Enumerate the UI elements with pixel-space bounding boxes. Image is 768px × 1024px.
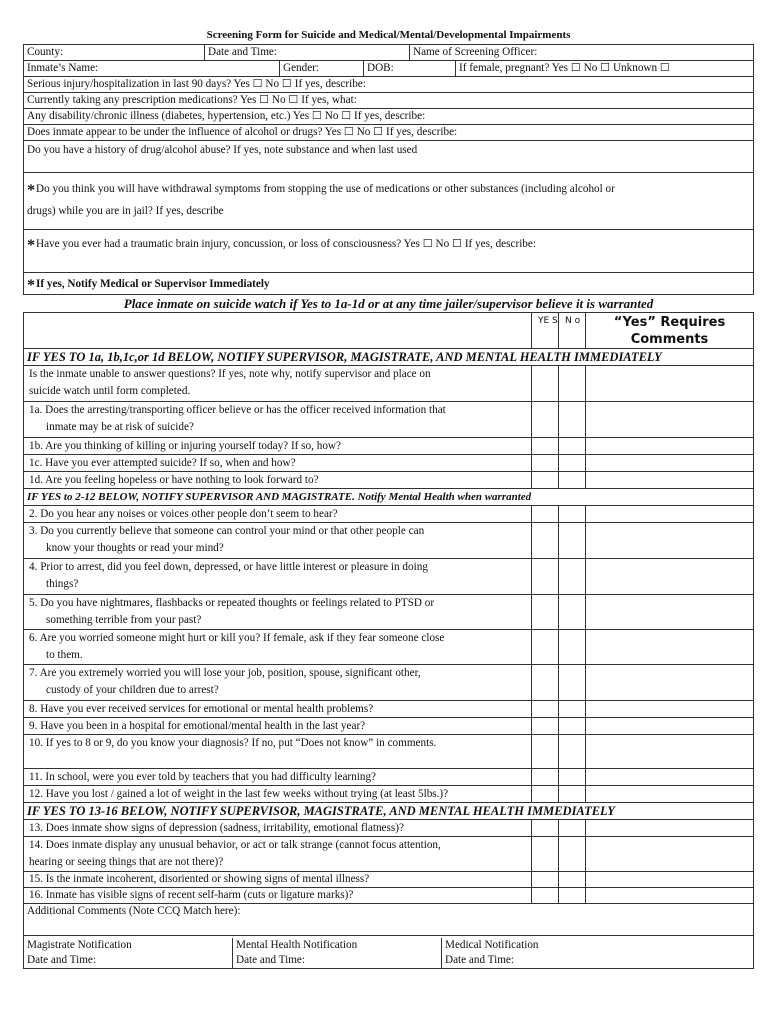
section3-heading: IF YES TO 13-16 BELOW, NOTIFY SUPERVISOR, MAGISTRATE, AND MENTAL HEALTH IMMEDIATELY <box>24 803 753 820</box>
question-text: 9. Have you been in a hospital for emotional/mental health in the last year? <box>24 718 532 734</box>
additional-comments-field[interactable]: Additional Comments (Note CCQ Match here): <box>24 904 753 936</box>
info-row-1 <box>24 45 753 61</box>
yes-cell[interactable] <box>532 837 559 871</box>
inmate-name-field[interactable]: Inmate’s Name: <box>24 61 280 76</box>
comment-cell[interactable] <box>586 769 753 785</box>
question-line: 5. Do you have nightmares, flashbacks or repeated thoughts or feelings related to PTSD or <box>29 597 435 609</box>
magistrate-date-time-label: Date and Time: <box>27 954 96 966</box>
asterisk-mark: * <box>27 182 35 199</box>
header-blank <box>24 313 532 348</box>
no-cell[interactable] <box>559 735 586 768</box>
table-row <box>24 888 753 904</box>
question-line: 7. Are you extremely worried you will lose your job, position, spouse, significant other, <box>29 667 421 679</box>
yes-column-header: YE S <box>532 313 559 348</box>
no-cell[interactable] <box>559 820 586 836</box>
question-text <box>24 366 532 401</box>
table-row <box>24 718 753 735</box>
asterisk-mark: * <box>27 237 35 254</box>
yes-cell[interactable] <box>532 630 559 664</box>
no-cell[interactable] <box>559 438 586 454</box>
table-row <box>24 701 753 718</box>
notification-row <box>24 936 753 969</box>
yes-cell[interactable] <box>532 455 559 471</box>
question-line: know your thoughts or read your mind? <box>46 542 224 554</box>
table-row <box>24 402 753 438</box>
comment-cell[interactable] <box>586 506 753 522</box>
comment-cell[interactable] <box>586 438 753 454</box>
no-cell[interactable] <box>559 455 586 471</box>
magistrate-notification-label: Magistrate Notification <box>27 939 132 951</box>
yes-cell[interactable] <box>532 506 559 522</box>
comment-cell[interactable] <box>586 523 753 558</box>
medical-notification-field[interactable] <box>442 938 753 968</box>
medications-question[interactable]: Currently taking any prescription medications? Yes ☐ No ☐ If yes, what: <box>24 93 753 109</box>
question-text: 1b. Are you thinking of killing or injuring yourself today? If so, how? <box>24 438 532 454</box>
withdrawal-text-2: drugs) while you are in jail? If yes, describe <box>27 205 224 217</box>
comment-cell[interactable] <box>586 718 753 734</box>
date-time-field[interactable]: Date and Time: <box>205 45 410 60</box>
no-cell[interactable] <box>559 701 586 717</box>
gender-field[interactable]: Gender: <box>280 61 364 76</box>
comment-cell[interactable] <box>586 366 753 401</box>
info-section <box>23 44 754 295</box>
yes-cell[interactable] <box>532 872 559 887</box>
yes-cell[interactable] <box>532 820 559 836</box>
no-cell[interactable] <box>559 837 586 871</box>
withdrawal-text-1: Do you think you will have withdrawal symptoms from stopping the use of medications or other substances (including alcohol or <box>36 183 615 195</box>
question-text <box>24 837 532 871</box>
mental-health-notification-field[interactable] <box>233 938 442 968</box>
no-cell[interactable] <box>559 786 586 802</box>
no-cell[interactable] <box>559 665 586 700</box>
yes-cell[interactable] <box>532 701 559 717</box>
yes-cell[interactable] <box>532 366 559 401</box>
no-column-header: N o <box>559 313 586 348</box>
no-cell[interactable] <box>559 769 586 785</box>
yes-cell[interactable] <box>532 438 559 454</box>
dob-field[interactable]: DOB: <box>364 61 456 76</box>
mental-health-notification-label: Mental Health Notification <box>236 939 358 951</box>
table-row <box>24 735 753 769</box>
question-text: 1d. Are you feeling hopeless or have nothing to look forward to? <box>24 472 532 488</box>
comment-cell[interactable] <box>586 595 753 629</box>
comment-cell[interactable] <box>586 559 753 594</box>
section1-heading: IF YES TO 1a, 1b,1c,or 1d BELOW, NOTIFY SUPERVISOR, MAGISTRATE, AND MENTAL HEALTH IMMEDIATELY <box>24 349 753 366</box>
table-row <box>24 630 753 665</box>
yes-cell[interactable] <box>532 735 559 768</box>
comment-cell[interactable] <box>586 820 753 836</box>
question-text: 16. Inmate has visible signs of recent self-harm (cuts or ligature marks)? <box>24 888 532 903</box>
disability-question[interactable]: Any disability/chronic illness (diabetes, hypertension, etc.) Yes ☐ No ☐ If yes, describe: <box>24 109 753 125</box>
magistrate-notification-field[interactable] <box>24 938 233 968</box>
table-row <box>24 438 753 455</box>
table-row <box>24 523 753 559</box>
question-text: 13. Does inmate show signs of depression (sadness, irritability, emotional flatness)? <box>24 820 532 836</box>
table-row <box>24 820 753 837</box>
no-cell[interactable] <box>559 472 586 488</box>
table-row <box>24 472 753 489</box>
yes-cell[interactable] <box>532 559 559 594</box>
mental-health-date-time-label: Date and Time: <box>236 954 305 966</box>
asterisk-mark: * <box>27 277 35 294</box>
question-line: inmate may be at risk of suicide? <box>46 421 194 433</box>
question-text <box>24 595 532 629</box>
table-header <box>24 313 753 349</box>
suicide-watch-banner: Place inmate on suicide watch if Yes to 1a-1d or at any time jailer/supervisor believe it is warranted <box>123 296 654 311</box>
question-line: suicide watch until form completed. <box>29 385 191 397</box>
section2-heading: IF YES to 2-12 BELOW, NOTIFY SUPERVISOR AND MAGISTRATE. Notify Mental Health when warranted <box>24 489 753 506</box>
no-cell[interactable] <box>559 402 586 437</box>
no-cell[interactable] <box>559 506 586 522</box>
county-field[interactable]: County: <box>24 45 205 60</box>
comment-cell[interactable] <box>586 402 753 437</box>
table-row <box>24 769 753 786</box>
question-text <box>24 402 532 437</box>
question-text <box>24 630 532 664</box>
brain-injury-question[interactable] <box>24 230 753 273</box>
no-cell[interactable] <box>559 559 586 594</box>
question-line: 3. Do you currently believe that someone can control your mind or that other people can <box>29 525 425 537</box>
medical-date-time-label: Date and Time: <box>445 954 514 966</box>
comment-cell[interactable] <box>586 472 753 488</box>
table-row <box>24 506 753 523</box>
table-row <box>24 872 753 888</box>
question-line: 6. Are you worried someone might hurt or kill you? If female, ask if they fear someone close <box>29 632 445 644</box>
injury-question[interactable]: Serious injury/hospitalization in last 90 days? Yes ☐ No ☐ If yes, describe: <box>24 77 753 93</box>
brain-injury-text: Have you ever had a traumatic brain injury, concussion, or loss of consciousness? Yes ☐ No ☐ If yes, describe: <box>36 238 536 250</box>
table-row <box>24 665 753 701</box>
screening-questions-table <box>23 312 754 969</box>
no-cell[interactable] <box>559 595 586 629</box>
comment-cell[interactable] <box>586 786 753 802</box>
question-line: to them. <box>46 649 83 661</box>
comment-cell[interactable] <box>586 888 753 903</box>
comment-cell[interactable] <box>586 701 753 717</box>
question-text: 12. Have you lost / gained a lot of weight in the last few weeks without trying (at least 5lbs.)? <box>24 786 532 802</box>
question-text: 2. Do you hear any noises or voices other people don’t seem to hear? <box>24 506 532 522</box>
table-row <box>24 786 753 803</box>
no-cell[interactable] <box>559 888 586 903</box>
yes-cell[interactable] <box>532 402 559 437</box>
comments-column-header: “Yes” Requires Comments <box>613 315 726 347</box>
comment-cell[interactable] <box>586 872 753 887</box>
table-row <box>24 366 753 402</box>
comment-cell[interactable] <box>586 665 753 700</box>
screening-officer-field[interactable]: Name of Screening Officer: <box>413 46 538 58</box>
substance-history-question[interactable]: Do you have a history of drug/alcohol abuse? If yes, note substance and when last used <box>24 141 753 173</box>
no-cell[interactable] <box>559 366 586 401</box>
yes-cell[interactable] <box>532 665 559 700</box>
question-line: 4. Prior to arrest, did you feel down, depressed, or have little interest or pleasure in doing <box>29 561 428 573</box>
question-line: hearing or seeing things that are not there)? <box>29 856 224 868</box>
form-title: Screening Form for Suicide and Medical/Mental/Developmental Impairments <box>206 29 571 41</box>
no-cell[interactable] <box>559 718 586 734</box>
no-cell[interactable] <box>559 872 586 887</box>
no-cell[interactable] <box>559 523 586 558</box>
yes-cell[interactable] <box>532 472 559 488</box>
yes-cell[interactable] <box>532 523 559 558</box>
question-line: 1a. Does the arresting/transporting officer believe or has the officer received information that <box>29 404 446 416</box>
influence-question[interactable]: Does inmate appear to be under the influence of alcohol or drugs? Yes ☐ No ☐ If yes, describe: <box>24 125 753 141</box>
comment-cell[interactable] <box>586 630 753 664</box>
table-row <box>24 595 753 630</box>
question-line: Is the inmate unable to answer questions? If yes, note why, notify supervisor and place on <box>29 368 431 380</box>
comment-cell[interactable] <box>586 837 753 871</box>
yes-cell[interactable] <box>532 888 559 903</box>
question-text: 10. If yes to 8 or 9, do you know your diagnosis? If no, put “Does not know” in comments. <box>24 735 532 768</box>
yes-cell[interactable] <box>532 786 559 802</box>
table-row <box>24 837 753 872</box>
question-text <box>24 665 532 700</box>
notify-medical-note <box>24 273 753 295</box>
question-text: 8. Have you ever received services for emotional or mental health problems? <box>24 701 532 717</box>
question-text <box>24 559 532 594</box>
comment-cell[interactable] <box>586 455 753 471</box>
yes-cell[interactable] <box>532 595 559 629</box>
comment-cell[interactable] <box>586 735 753 768</box>
no-cell[interactable] <box>559 630 586 664</box>
info-row-2 <box>24 61 753 77</box>
table-row <box>24 559 753 595</box>
question-line: 14. Does inmate display any unusual behavior, or act or talk strange (cannot focus attention, <box>29 839 441 851</box>
yes-cell[interactable] <box>532 718 559 734</box>
yes-cell[interactable] <box>532 769 559 785</box>
question-text <box>24 523 532 558</box>
question-text: 11. In school, were you ever told by teachers that you had difficulty learning? <box>24 769 532 785</box>
pregnant-field[interactable]: If female, pregnant? Yes ☐ No ☐ Unknown ☐ <box>459 62 670 74</box>
medical-notification-label: Medical Notification <box>445 939 539 951</box>
question-line: something terrible from your past? <box>46 614 202 626</box>
withdrawal-question[interactable] <box>24 173 753 230</box>
question-line: custody of your children due to arrest? <box>46 684 219 696</box>
question-text: 15. Is the inmate incoherent, disoriented or showing signs of mental illness? <box>24 872 532 887</box>
table-row <box>24 455 753 472</box>
notify-medical-text: If yes, Notify Medical or Supervisor Immediately <box>36 278 270 290</box>
question-line: things? <box>46 578 79 590</box>
question-text: 1c. Have you ever attempted suicide? If so, when and how? <box>24 455 532 471</box>
screening-form <box>23 27 754 969</box>
